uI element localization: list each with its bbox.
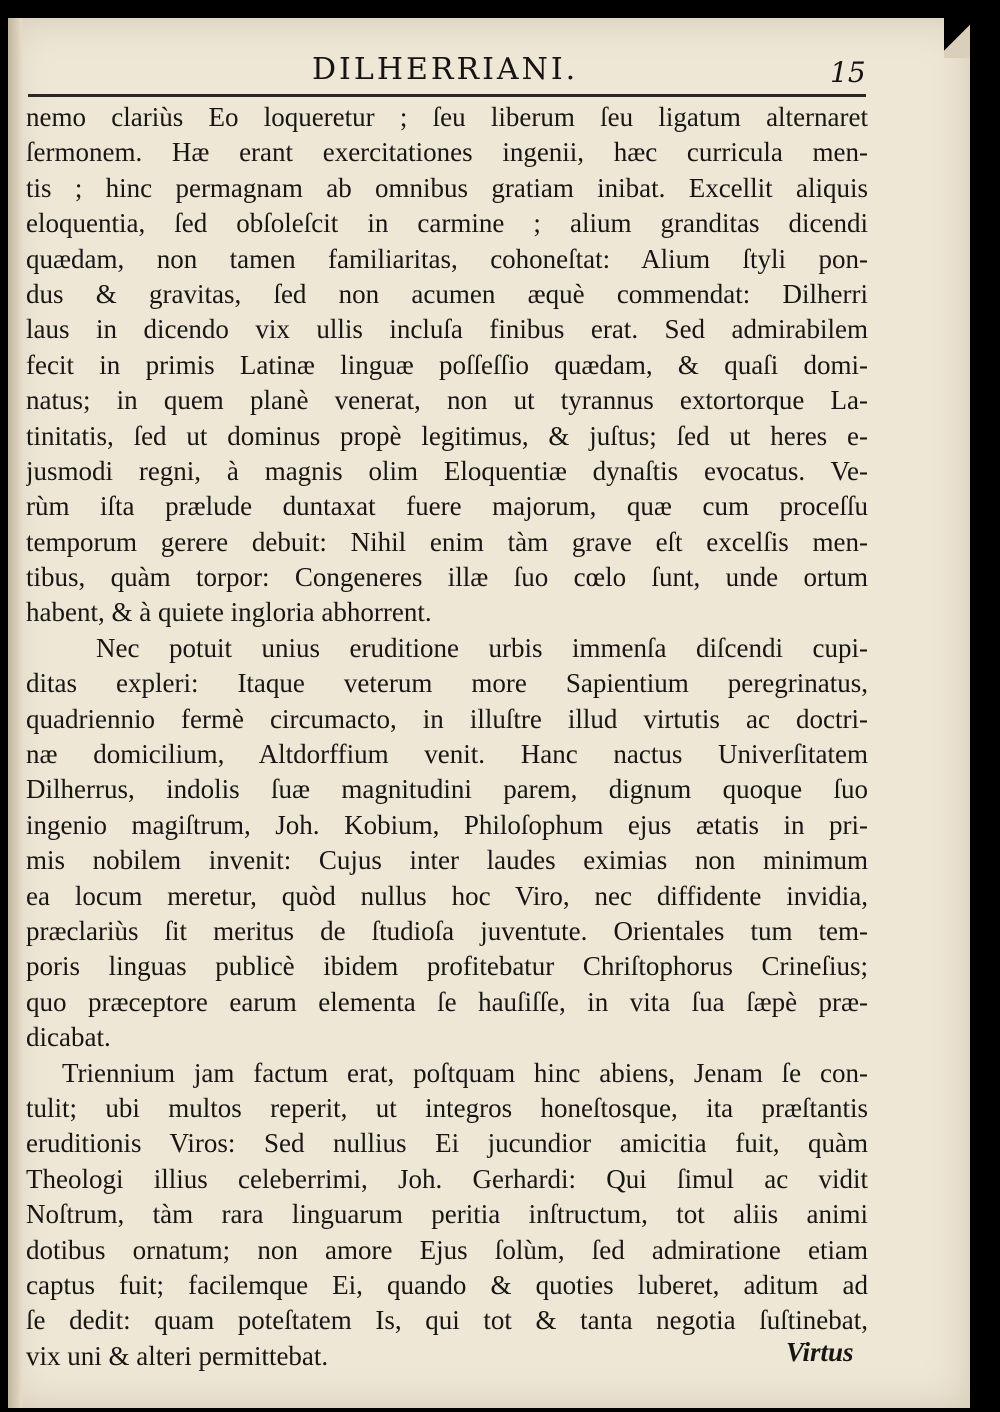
text-line: ditas expleri: Itaque veterum more Sapientium peregrinatus, xyxy=(26,668,868,699)
text-line: ſe dedit: quam poteſtatem Is, qui tot & tanta negotia ſuſtinebat, xyxy=(26,1305,868,1336)
body-text xyxy=(26,100,868,1374)
text-line: Theologi illius celeberrimi, Joh. Gerhardi: Qui ſimul ac vidit xyxy=(26,1163,868,1194)
running-head xyxy=(0,52,1000,92)
text-line: fecit in primis Latinæ linguæ poſſeſſio quædam, & quaſi domi- xyxy=(26,349,868,380)
text-line: quadriennio fermè circumacto, in illuſtre illud virtutis ac doctri- xyxy=(26,703,868,734)
text-line: laus in dicendo vix ullis incluſa finibus erat. Sed admirabilem xyxy=(26,314,868,345)
text-line: eloquentia, ſed obſoleſcit in carmine ; alium granditas dicendi xyxy=(26,208,868,239)
text-line: tibus, quàm torpor: Congeneres illæ ſuo cœlo ſunt, unde ortum xyxy=(26,562,868,593)
text-line: jusmodi regni, à magnis olim Eloquentiæ dynaſtis evocatus. Ve- xyxy=(26,455,868,486)
text-line: natus; in quem planè venerat, non ut tyrannus extortorque La- xyxy=(26,385,868,416)
binding-gutter xyxy=(8,18,22,1408)
running-title: DILHERRIANI. xyxy=(312,52,579,87)
text-line: rùm iſta prælude duntaxat fuere majorum, quæ cum proceſſu xyxy=(26,491,868,522)
text-line: quædam, non tamen familiaritas, cohoneſtat: Alium ſtyli pon- xyxy=(26,243,868,274)
text-line: ingenio magiſtrum, Joh. Kobium, Philoſophum ejus ætatis in pri- xyxy=(26,809,868,840)
catchword: Virtus xyxy=(786,1337,854,1367)
text-line: quo præceptore earum elementa ſe hauſiſſe, in vita ſua ſæpè præ- xyxy=(26,986,868,1017)
text-line: dicabat. xyxy=(26,1022,111,1053)
text-line: dotibus ornatum; non amore Ejus ſolùm, ſed admiratione etiam xyxy=(26,1234,868,1265)
text-line: nemo clariùs Eo loqueretur ; ſeu liberum ſeu ligatum alternaret xyxy=(26,102,868,132)
text-line: vix uni & alteri permittebat. xyxy=(26,1340,329,1371)
page-number: 15 xyxy=(830,56,866,89)
text-line: ſermonem. Hæ erant exercitationes ingenii, hæc curricula men- xyxy=(26,137,868,168)
text-line: tis ; hinc permagnam ab omnibus gratiam inibat. Excellit aliquis xyxy=(26,172,868,203)
text-line: mis nobilem invenit: Cujus inter laudes eximias non minimum xyxy=(26,845,868,876)
text-line: ea locum meretur, quòd nullus hoc Viro, nec diffidente invidia, xyxy=(26,880,868,911)
text-line: Noſtrum, tàm rara linguarum peritia inſtructum, tot aliis animi xyxy=(26,1199,868,1230)
text-line: Nec potuit unius eruditione urbis immenſa diſcendi cupi- xyxy=(96,632,868,663)
text-line: dus & gravitas, ſed non acumen æquè commendat: Dilherri xyxy=(26,278,868,309)
text-line: Triennium jam factum erat, poſtquam hinc abiens, Jenam ſe con- xyxy=(62,1057,868,1088)
text-line: tulit; ubi multos reperit, ut integros honeſtosque, ita præſtantis xyxy=(26,1092,868,1123)
text-line: næ domicilium, Altdorffium venit. Hanc nactus Univerſitatem xyxy=(26,739,868,770)
text-line: poris linguas publicè ibidem profitebatur Chriſtophorus Crineſius; xyxy=(26,951,868,982)
text-line: temporum gerere debuit: Nihil enim tàm grave eſt excelſis men- xyxy=(26,526,868,557)
text-line: præclariùs ſit meritus de ſtudioſa juventute. Orientales tum tem- xyxy=(26,915,868,946)
text-line: eruditionis Viros: Sed nullius Ei jucundior amicitia fuit, quàm xyxy=(26,1128,868,1159)
header-rule xyxy=(28,94,866,97)
text-line: Dilherrus, indolis ſuæ magnitudini parem, dignum quoque ſuo xyxy=(26,774,868,805)
text-line: captus fuit; facilemque Ei, quando & quoties luberet, aditum ad xyxy=(26,1269,868,1300)
text-line: habent, & à quiete ingloria abhorrent. xyxy=(26,597,432,628)
text-line: tinitatis, ſed ut dominus propè legitimus, & juſtus; ſed ut heres e- xyxy=(26,420,868,451)
